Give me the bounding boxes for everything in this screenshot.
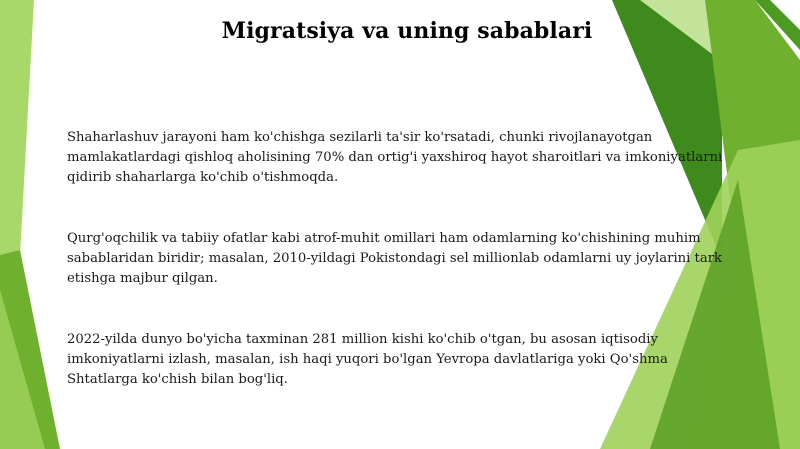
paragraph-urbanization: Shaharlashuv jarayoni ham ko'chishga sezilarli ta'sir ko'rsatadi, chunki rivojlanayotgan mamlakatlardagi qishloq aholisining 70% dan ortig'i yaxshiroq hayot sharoitlari va imkoniyatlarni qidirib shaharlarga ko'chib o'tishmoqda.: [67, 130, 723, 185]
paragraph-statistics: 2022-yilda dunyo bo'yicha taxminan 281 million kishi ko'chib o'tgan, bu asosan iqtisodiy imkoniyatlarni izlash, masalan, ish haqi yuqori bo'lgan Yevropa davlatlariga yoki Qo'shma Shtatlarga ko'chish bilan bog'liq.: [67, 332, 668, 387]
slide-title: Migratsiya va uning sabablari: [221, 18, 593, 44]
paragraph-environment: Qurg'oqchilik va tabiiy ofatlar kabi atrof-muhit omillari ham odamlarning ko'chishining muhim sabablaridan biridir; masalan, 2010-yildagi Pokistondagi sel millionlab odamlarni uy joylarini tark etishga majbur qilgan.: [67, 231, 723, 286]
